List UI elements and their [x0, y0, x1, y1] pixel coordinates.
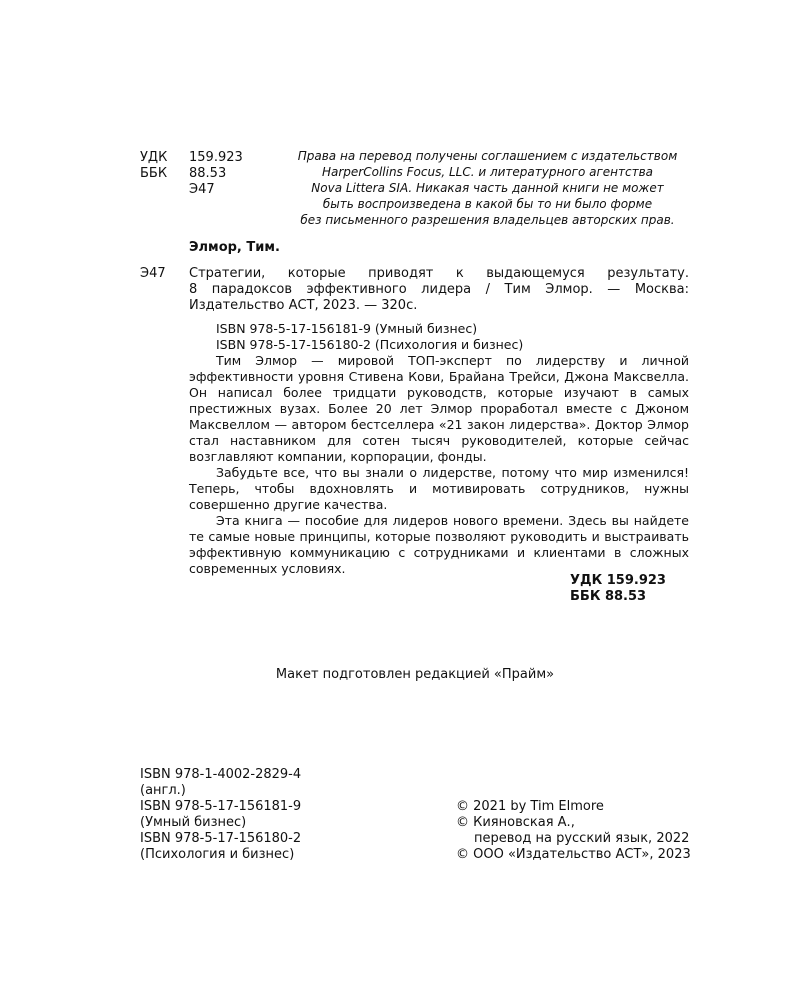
bbk-label: ББК: [140, 166, 168, 181]
isbn-footer-line: (Психология и бизнес): [140, 847, 295, 862]
author-mark: Э47: [189, 182, 215, 197]
copyright-line: © Кияновская А.,: [456, 815, 575, 830]
bbk-value: 88.53: [189, 166, 227, 181]
isbn-footer: [140, 767, 301, 863]
isbn-line: ISBN 978-5-17-156180-2 (Психология и бизнес): [216, 337, 524, 352]
isbn-list: [216, 321, 523, 353]
rights-line: без письменного разрешения владельцев авторских прав.: [300, 213, 675, 227]
isbn-footer-line: ISBN 978-1-4002-2829-4: [140, 767, 302, 782]
bib-line: Стратегии, которые приводят к выдающемуся результату.: [189, 266, 689, 281]
bib-line: 8 парадоксов эффективного лидера / Тим Элмор. — Москва:: [189, 282, 689, 297]
rights-line: Nova Littera SIA. Никакая часть данной книги не может: [311, 181, 664, 195]
classification-codes-block: [570, 573, 688, 605]
rights-line: HarperCollins Focus, LLC. и литературного агентства: [321, 165, 654, 179]
isbn-footer-line: ISBN 978-5-17-156181-9: [140, 799, 302, 814]
bibliographic-record: [189, 266, 689, 314]
bibliographic-mark: Э47: [140, 266, 166, 281]
isbn-footer-line: (Умный бизнес): [140, 815, 247, 830]
author-heading: Элмор, Тим.: [189, 240, 280, 255]
isbn-footer-line: ISBN 978-5-17-156180-2: [140, 831, 302, 846]
copyright-notices: [456, 799, 691, 863]
rights-line: Права на перевод получены соглашением с издательством: [297, 149, 678, 163]
copyright-line: © 2021 by Tim Elmore: [456, 799, 604, 814]
bib-line: Издательство АСТ, 2023. — 320с.: [189, 298, 418, 313]
isbn-footer-line: (англ.): [140, 783, 186, 798]
annotation-paragraph: Тим Элмор — мировой ТОП-эксперт по лидерству и личной эффективности уровня Стивена Кови, Брайана Трейси, Джона Максвелла. Он написал более тридцати руководств, которые изучают в самых престижных вузах. Более 20 лет Элмор проработал вместе с Джоном Максвеллом — автором бестселлера «21 закон лидерства». Доктор Элмор стал наставником для сотен тысяч руководителей, которые сейчас возглавляют компании, корпорации, фонды.: [189, 353, 689, 464]
copyright-line: © ООО «Издательство АСТ», 2023: [456, 847, 691, 862]
rights-notice: [290, 148, 685, 228]
annotation-paragraph: Забудьте все, что вы знали о лидерстве, потому что мир изменился! Теперь, чтобы вдохновлять и мотивировать сотрудников, нужны совершенно другие качества.: [189, 465, 689, 512]
udk-value: 159.923: [189, 150, 243, 165]
layout-credit: Макет подготовлен редакцией «Прайм»: [275, 667, 555, 682]
rights-line: быть воспроизведена в какой бы то ни было форме: [322, 197, 653, 211]
udk-label: УДК: [140, 150, 168, 165]
isbn-line: ISBN 978-5-17-156181-9 (Умный бизнес): [216, 321, 478, 336]
annotation-paragraph: Эта книга — пособие для лидеров нового времени. Здесь вы найдете те самые новые принципы, которые позволяют руководить и выстраивать эффективную коммуникацию с сотрудниками и клиентами в сложных современных условиях.: [189, 513, 689, 576]
udk-code: УДК 159.923: [570, 573, 666, 588]
classification-labels: [140, 150, 167, 182]
annotation: [189, 353, 689, 577]
bbk-code: ББК 88.53: [570, 589, 647, 604]
classification-values: [189, 150, 243, 198]
copyright-line: перевод на русский язык, 2022: [474, 831, 690, 846]
